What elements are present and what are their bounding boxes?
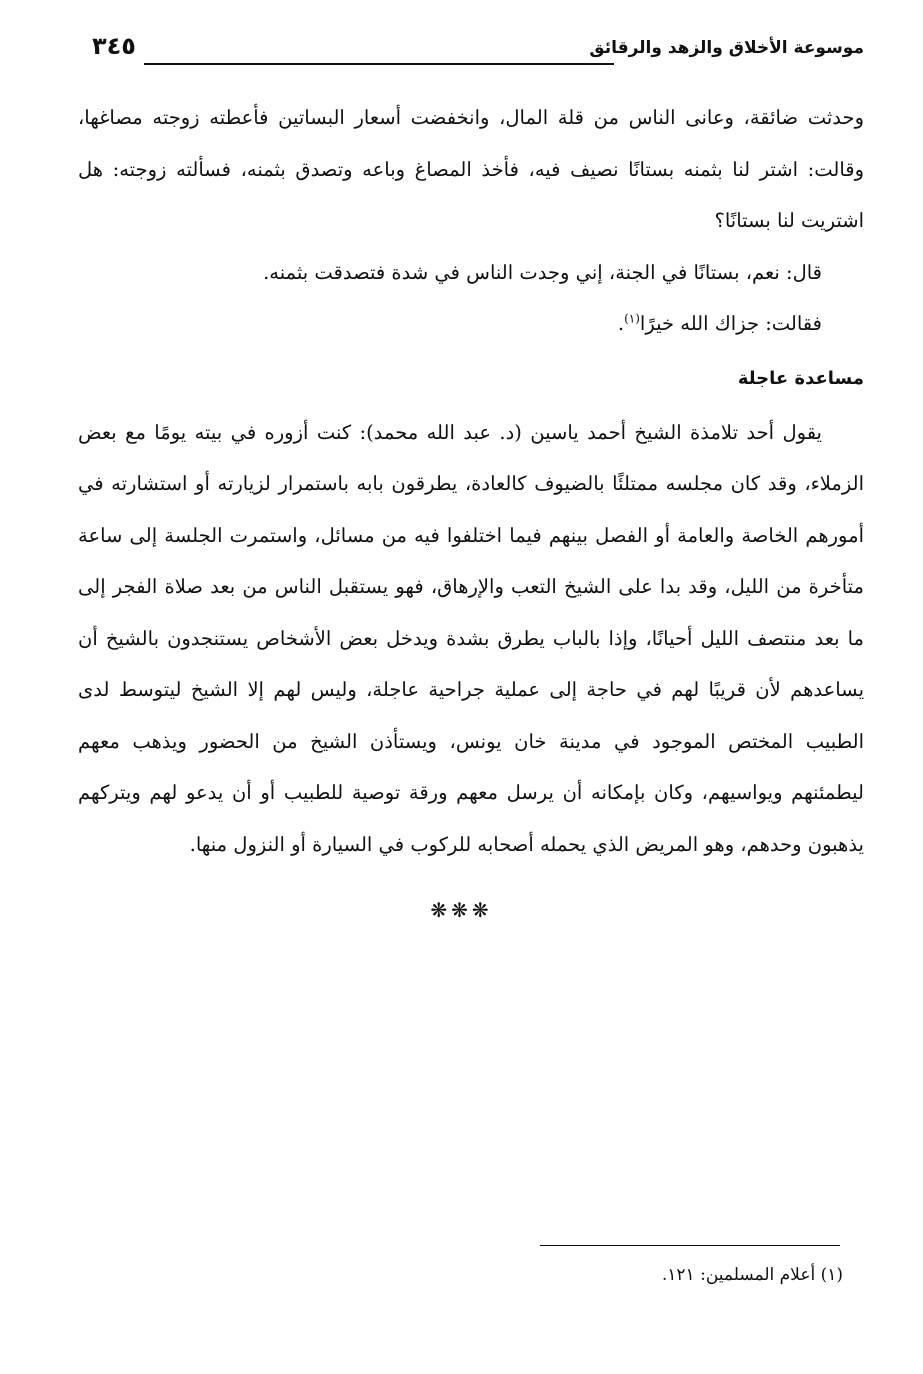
- dialogue-end: .: [617, 312, 625, 335]
- paragraph: وحدثت ضائقة، وعانى الناس من قلة المال، وانخفضت أسعار البساتين فأعطته زوجته مصاغها، وقالت: اشتر لنا بثمنه بستانًا نصيف فيه، فأخذ المصاغ وباعه وتصدق بثمنه، فسألته زوجته: هل اشتريت لنا بستانًا؟: [78, 106, 864, 232]
- dialogue-line: [78, 298, 822, 350]
- section-separator: ❋❋❋: [430, 898, 493, 922]
- footnote-rule: [540, 1245, 840, 1246]
- page-body: [78, 92, 864, 870]
- dialogue-line: قال: نعم، بستانًا في الجنة، إني وجدت الناس في شدة فتصدقت بثمنه.: [263, 260, 822, 284]
- dialogue-text: فقالت: جزاك الله خيرًا: [639, 312, 822, 335]
- footnote: (١) أعلام المسلمين: ١٢١.: [661, 1265, 843, 1285]
- header-rule: [144, 63, 614, 65]
- footnote-reference: (١): [624, 311, 640, 326]
- page-number: ٣٤٥: [92, 32, 136, 60]
- paragraph: يقول أحد تلامذة الشيخ أحمد ياسين (د. عبد الله محمد): كنت أزوره في بيته يومًا مع بعض الزملاء، وقد كان مجلسه ممتلئًا بالضيوف كالعادة، يطرقون بابه باستمرار لزيارته أو استشارته في أمورهم الخاصة والعامة أو الفصل بينهم فيما اختلفوا فيه من مسائل، واستمرت الجلسة إلى ساعة متأخرة من الليل، وقد بدا على الشيخ التعب والإرهاق، فهو يستقبل الناس من بعد صلاة الفجر إلى ما بعد منتصف الليل أحيانًا، وإذا بالباب يطرق بشدة ويدخل بعض الأشخاص يستنجدون بالشيخ أن يساعدهم لأن قريبًا لهم في حاجة إلى عملية جراحية عاجلة، وليس لهم إلا الشيخ ليتوسط لدى الطبيب المختص الموجود في مدينة خان يونس، ويستأذن الشيخ من الحضور ويذهب معهم ليطمئنهم ويواسيهم، وكان بإمكانه أن يرسل معهم ورقة توصية للطبيب أو أن يدعو لهم ويتركهم يذهبون وحدهم، وهو المريض الذي يحمله أصحابه للركوب في السيارة أو النزول منها.: [78, 420, 864, 856]
- running-header: [92, 30, 864, 70]
- book-title: موسوعة الأخلاق والزهد والرقائق: [589, 38, 864, 58]
- section-title: مساعدة عاجلة: [737, 367, 864, 389]
